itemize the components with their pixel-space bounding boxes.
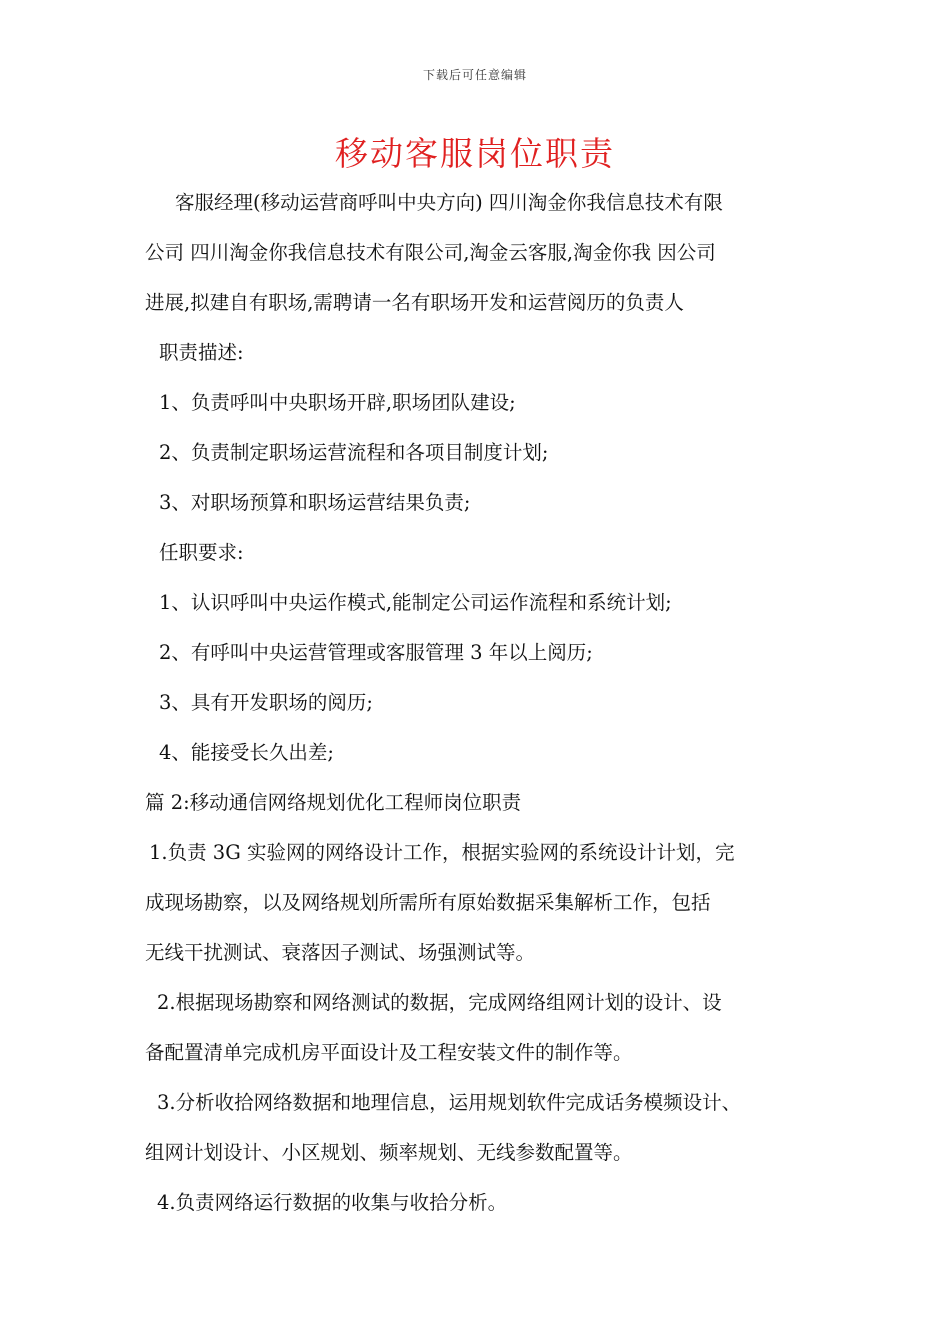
requirement-item: 2、有呼叫中央运营管理或客服管理 3 年以上阅历;: [159, 641, 593, 664]
section2-p1-line-1: 1.负责 3G 实验网的网络设计工作，根据实验网的系统设计计划，完: [149, 841, 735, 864]
duty-item: 2、负责制定职场运营流程和各项目制度计划;: [159, 441, 549, 464]
section2-p1-line-3: 无线干扰测试、衰落因子测试、场强测试等。: [145, 941, 536, 964]
intro-line-3: 进展,拟建自有职场,需聘请一名有职场开发和运营阅历的负责人: [145, 291, 684, 314]
requirement-item: 1、认识呼叫中央运作模式,能制定公司运作流程和系统计划;: [159, 591, 672, 614]
section2-p3-line-1: 3.分析收拾网络数据和地理信息，运用规划软件完成话务模频设计、: [157, 1091, 742, 1114]
requirement-item: 3、具有开发职场的阅历;: [159, 691, 373, 714]
section2-heading: 篇 2:移动通信网络规划优化工程师岗位职责: [145, 791, 522, 814]
duties-heading: 职责描述:: [159, 341, 244, 364]
section2-p2-line-1: 2.根据现场勘察和网络测试的数据，完成网络组网计划的设计、设: [157, 991, 722, 1014]
section2-p2-line-2: 备配置清单完成机房平面设计及工程安装文件的制作等。: [145, 1041, 633, 1064]
document-body: [145, 178, 815, 1228]
section2-p4-line-1: 4.负责网络运行数据的收集与收拾分析。: [157, 1191, 508, 1214]
requirements-heading: 任职要求:: [159, 541, 244, 564]
duty-item: 3、对职场预算和职场运营结果负责;: [159, 491, 471, 514]
document-title: 移动客服岗位职责: [335, 134, 615, 173]
section2-p3-line-2: 组网计划设计、小区规划、频率规划、无线参数配置等。: [145, 1141, 633, 1164]
intro-line-2: 公司 四川淘金你我信息技术有限公司,淘金云客服,淘金你我 因公司: [145, 241, 716, 264]
header-note: 下载后可任意编辑: [422, 68, 527, 82]
intro-line-1: 客服经理(移动运营商呼叫中央方向) 四川淘金你我信息技术有限: [175, 191, 723, 214]
duty-item: 1、负责呼叫中央职场开辟,职场团队建设;: [159, 391, 516, 414]
requirement-item: 4、能接受长久出差;: [159, 741, 334, 764]
section2-p1-line-2: 成现场勘察，以及网络规划所需所有原始数据采集解析工作，包括: [145, 891, 711, 914]
